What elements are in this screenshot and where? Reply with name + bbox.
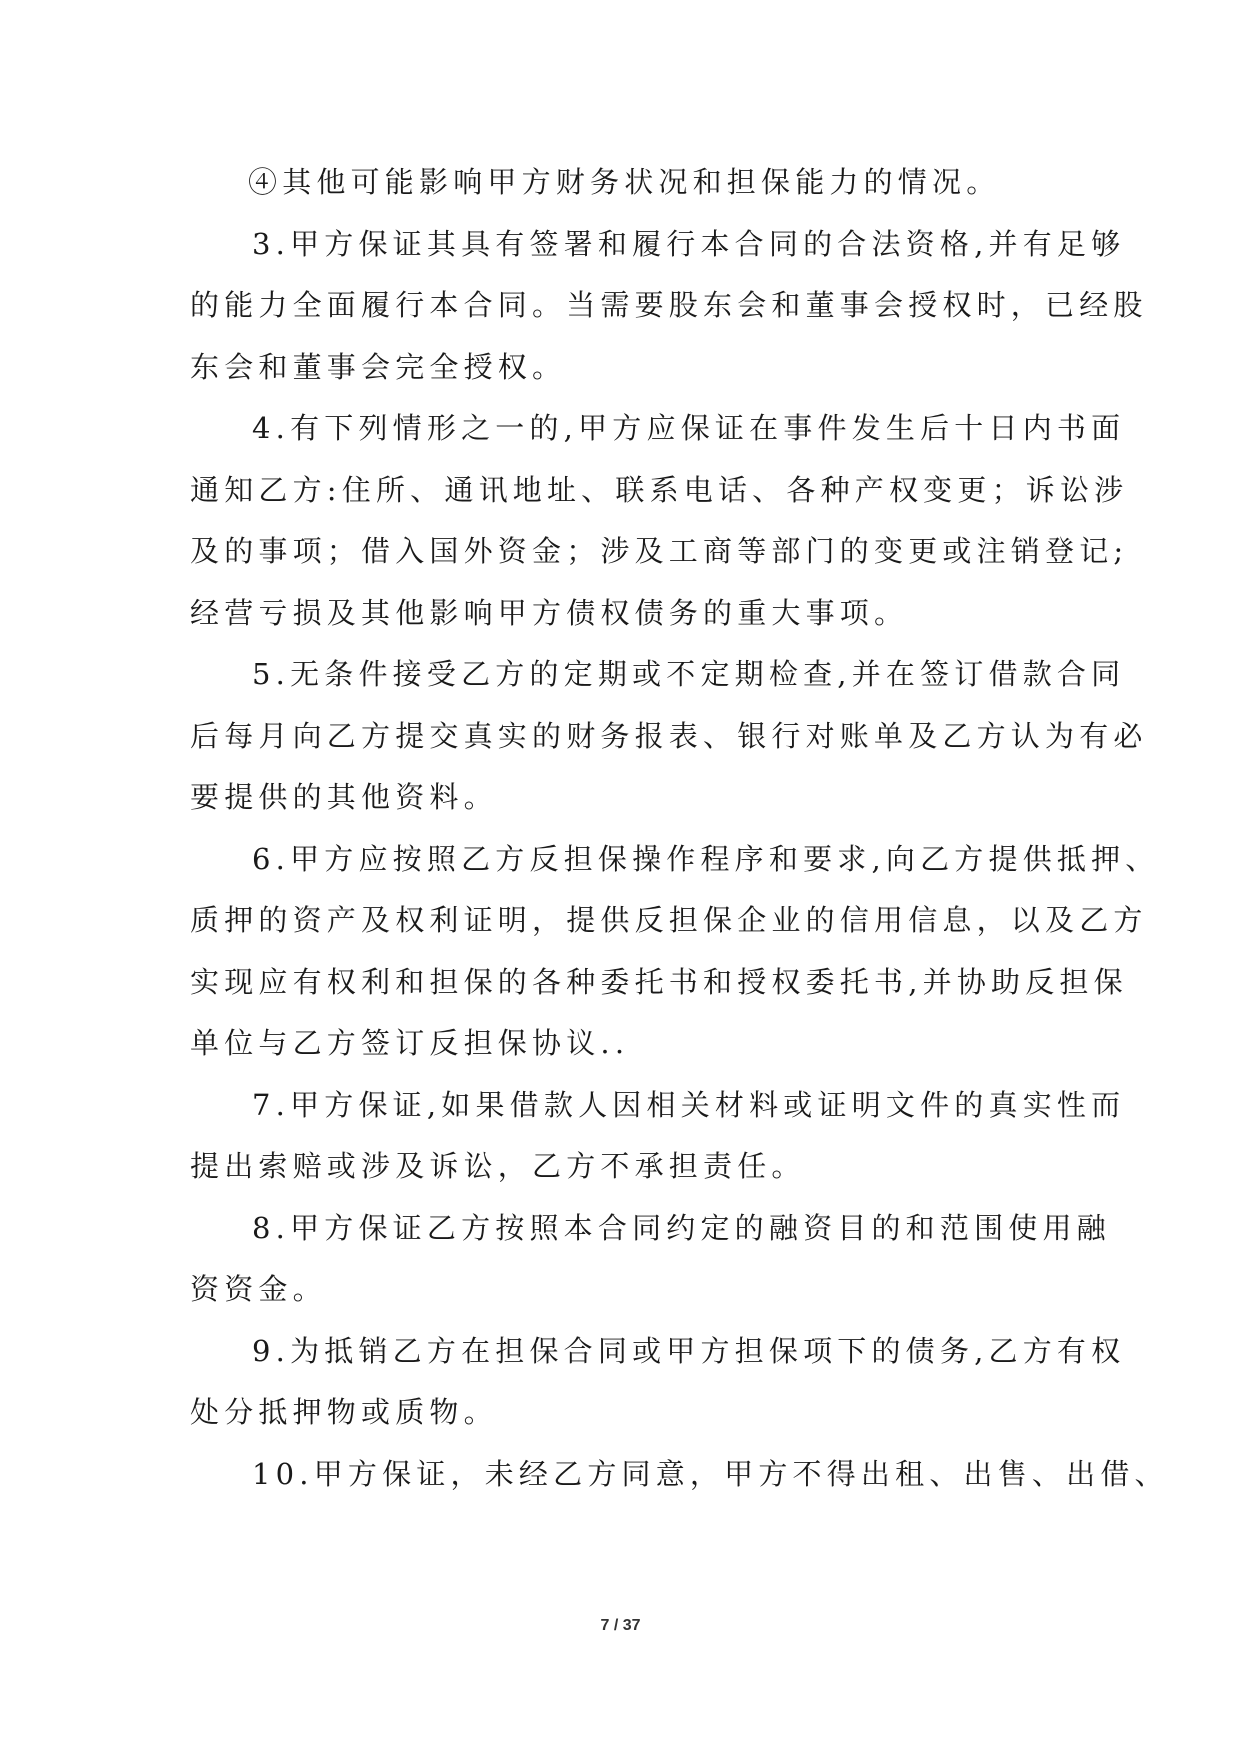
text-line: 6.甲方应按照乙方反担保操作程序和要求,向乙方提供抵押、 xyxy=(252,841,1160,876)
text-line: 8.甲方保证乙方按照本合同约定的融资目的和范围使用融 xyxy=(252,1210,1111,1245)
text-line: 9.为抵销乙方在担保合同或甲方担保项下的债务,乙方有权 xyxy=(252,1333,1126,1368)
text-line: 10.甲方保证，未经乙方同意，甲方不得出租、出售、出借、 xyxy=(252,1456,1169,1491)
text-line: 提出索赔或涉及诉讼，乙方不承担责任。 xyxy=(190,1149,806,1183)
text-line: 的能力全面履行本合同。当需要股东会和董事会授权时，已经股 xyxy=(190,288,1148,322)
paragraph xyxy=(190,829,1160,1075)
page-number: 7 / 37 xyxy=(600,1617,641,1634)
paragraph xyxy=(190,1075,1126,1198)
text-line: 经营亏损及其他影响甲方债权债务的重大事项。 xyxy=(190,595,909,630)
document-body xyxy=(190,152,1169,1505)
text-line: 处分抵押物或质物。 xyxy=(190,1395,498,1429)
text-line: 及的事项；借入国外资金；涉及工商等部门的变更或注销登记; xyxy=(190,534,1129,568)
text-line: 通知乙方:住所、通讯地址、联系电话、各种产权变更；诉讼涉 xyxy=(190,472,1129,507)
paragraph xyxy=(190,644,1148,829)
text-line: 实现应有权利和担保的各种委托书和授权委托书,并协助反担保 xyxy=(190,964,1128,999)
paragraph xyxy=(190,1444,1169,1506)
text-line: 3.甲方保证其具有签署和履行本合同的合法资格,并有足够 xyxy=(252,226,1126,261)
text-line: 质押的资产及权利证明，提供反担保企业的信用信息，以及乙方 xyxy=(190,903,1148,937)
paragraph xyxy=(190,1321,1126,1444)
text-line: 7.甲方保证,如果借款人因相关材料或证明文件的真实性而 xyxy=(252,1087,1126,1122)
text-line: 4.有下列情形之一的,甲方应保证在事件发生后十日内书面 xyxy=(252,411,1126,445)
text-line: 东会和董事会完全授权。 xyxy=(190,349,567,384)
text-line: 后每月向乙方提交真实的财务报表、银行对账单及乙方认为有必 xyxy=(190,718,1148,753)
text-line: 单位与乙方签订反担保协议.. xyxy=(190,1026,630,1060)
text-line: 资资金。 xyxy=(190,1272,327,1306)
text-line: 要提供的其他资料。 xyxy=(190,780,498,814)
paragraph xyxy=(190,1198,1111,1321)
paragraph xyxy=(190,152,1060,214)
text-line: ④其他可能影响甲方财务状况和担保能力的情况。 xyxy=(248,165,1001,199)
paragraph xyxy=(190,398,1129,644)
paragraph xyxy=(190,214,1148,399)
text-line: 5.无条件接受乙方的定期或不定期检查,并在签订借款合同 xyxy=(252,657,1126,691)
